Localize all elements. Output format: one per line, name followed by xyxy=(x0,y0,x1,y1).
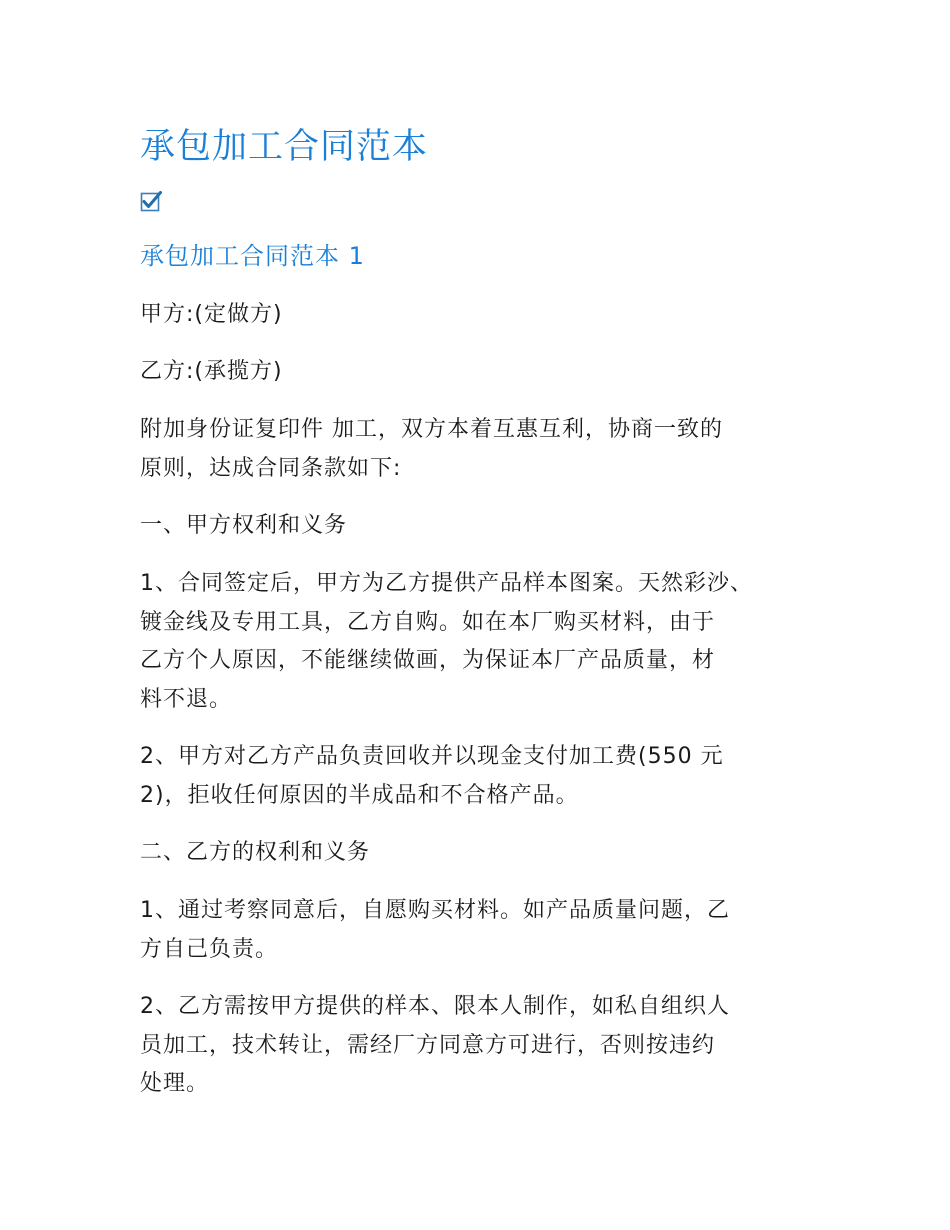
text-line: 2、乙方需按甲方提供的样本、限本人制作，如私自组织人 xyxy=(140,994,730,1019)
text-line: 处理。 xyxy=(140,1071,210,1096)
text-line: 附加身份证复印件 加工，双方本着互惠互利，协商一致的 xyxy=(140,417,723,442)
text-line: 原则，达成合同条款如下: xyxy=(140,455,402,481)
clause-2-1 xyxy=(140,892,730,969)
text-line: 镀金线及专用工具，乙方自购。如在本厂购买材料，由于 xyxy=(140,609,716,635)
text-line: 乙方:(承揽方) xyxy=(140,359,283,384)
section-heading-party-b xyxy=(140,834,370,873)
intro-paragraph xyxy=(140,411,723,488)
text-line: 1、通过考察同意后，自愿购买材料。如产品质量问题，乙 xyxy=(140,898,730,923)
checked-box-icon xyxy=(140,190,162,212)
document-title: 承包加工合同范本 xyxy=(140,127,429,167)
text-line: 方自己负责。 xyxy=(140,936,279,962)
text-line: 2、甲方对乙方产品负责回收并以现金支付加工费(550 元 xyxy=(140,744,724,769)
text-line: 2)，拒收任何原因的半成品和不合格产品。 xyxy=(140,782,579,808)
clause-1-1 xyxy=(140,565,753,719)
party-b-line xyxy=(140,353,283,392)
text-line: 员加工，技术转让，需经厂方同意方可进行，否则按违约 xyxy=(140,1032,716,1058)
text-line: 一、甲方权利和义务 xyxy=(140,513,348,538)
text-line: 1、合同签定后，甲方为乙方提供产品样本图案。天然彩沙、 xyxy=(140,571,753,596)
text-line: 料不退。 xyxy=(140,686,233,712)
text-line: 乙方个人原因，不能继续做画，为保证本厂产品质量，材 xyxy=(140,648,716,673)
section-heading-party-a xyxy=(140,507,347,546)
clause-1-2 xyxy=(140,738,724,815)
section-title: 承包加工合同范本 1 xyxy=(140,242,365,270)
text-line: 二、乙方的权利和义务 xyxy=(140,840,371,865)
text-line: 甲方:(定做方) xyxy=(140,302,283,327)
party-a-line xyxy=(140,296,283,335)
clause-2-2 xyxy=(140,988,730,1104)
